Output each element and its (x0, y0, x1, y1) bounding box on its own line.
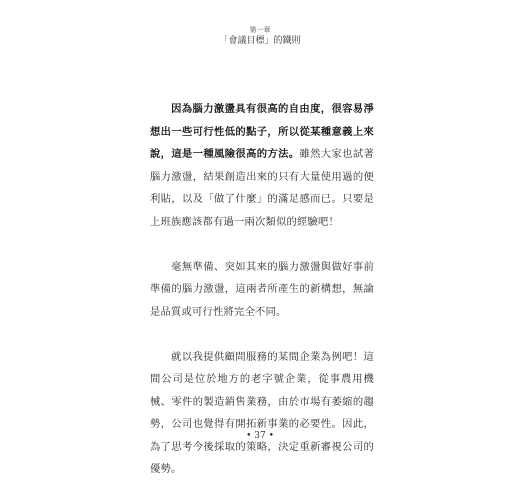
chapter-label: 第一章 (249, 26, 271, 34)
paragraph-1-emphasis: 因為腦力激盪具有很高的自由度，很容易淨想出一些可行性低的點子，所以從某種意義上來說，這是一種風險很高的方法。 (150, 103, 374, 160)
paragraph-1-text: 雖然大家也試著腦力激盪，結果創造出來的只有大量使用過的便利貼，以及「做了什麼」的滿足感而已。只要是上班族應該都有過一兩次類似的經驗吧！ (150, 148, 374, 228)
running-header (0, 25, 520, 48)
chapter-title: 「會議目標」的鐵則 (219, 36, 301, 46)
body-text (150, 98, 374, 503)
paragraph-3-text: 就以我提供顧問服務的某間企業為例吧！這間公司是位於地方的老字號企業，從事農用機械、零件的製造銷售業務，由於市場有萎縮的趨勢，公司也覺得有開拓新事業的必要性。因此，為了思考今後採取的策略，決定重新審視公司的優勢。 (150, 350, 374, 475)
paragraph-2-text: 毫無準備、突如其來的腦力激盪與做好事前準備的腦力激盪，這兩者所產生的新構想，無論是品質或可行性將完全不同。 (150, 260, 374, 318)
page-number: • 37 • (246, 431, 274, 441)
paragraph-2 (150, 256, 374, 324)
paragraph-3 (150, 346, 374, 481)
paragraph-1 (150, 98, 374, 233)
